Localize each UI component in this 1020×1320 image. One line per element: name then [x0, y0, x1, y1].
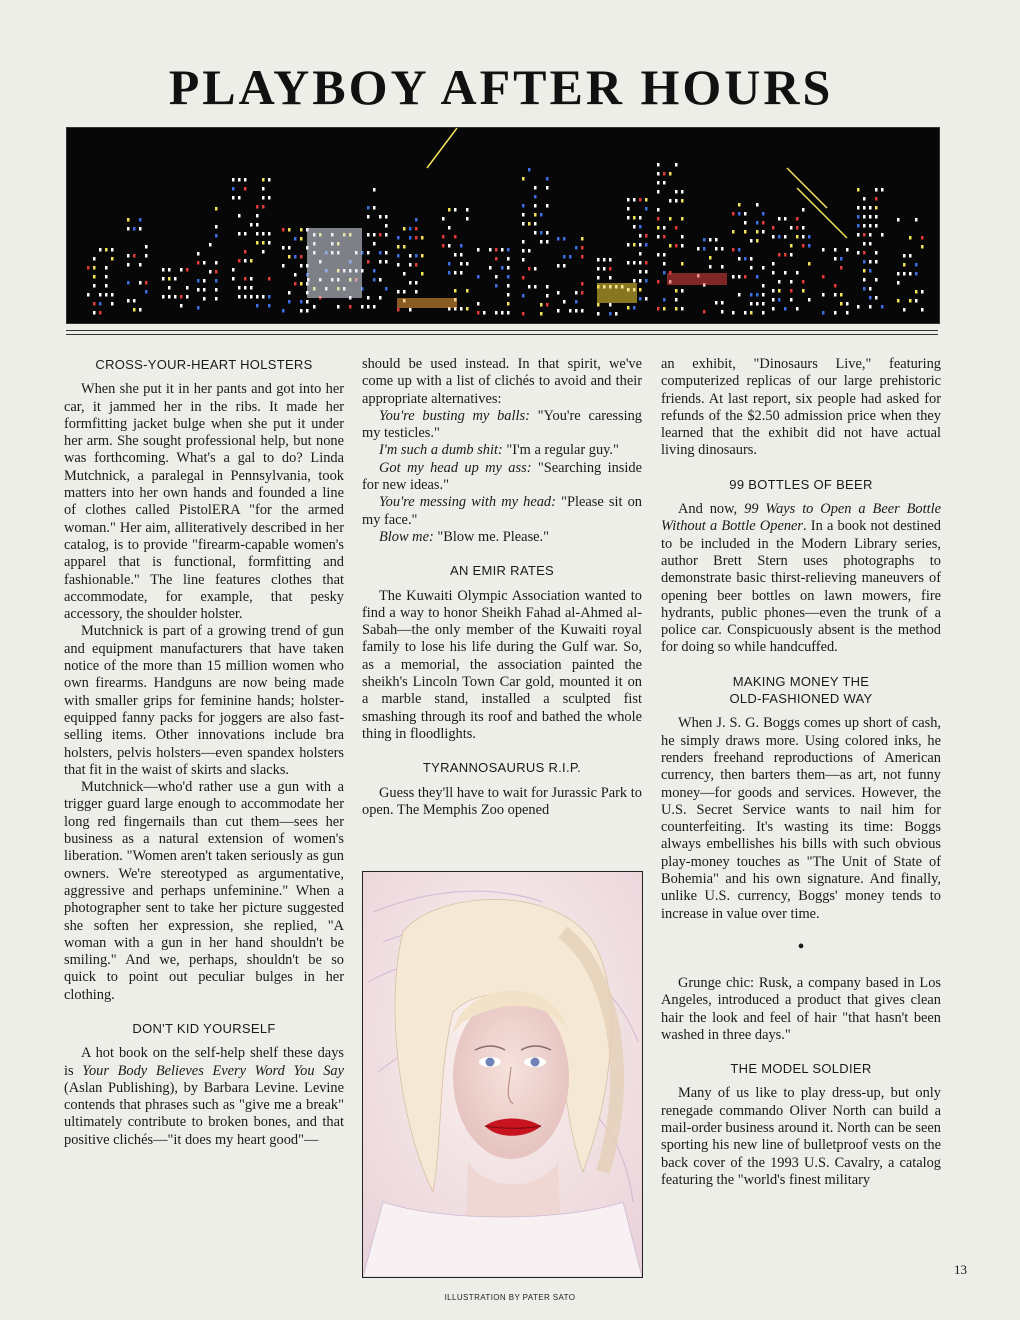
divider: [66, 330, 938, 331]
section-heading-beer: 99 BOTTLES OF BEER: [729, 476, 873, 492]
cliche-item: I'm such a dumb shit: "I'm a regular guy.": [379, 442, 619, 459]
divider: [66, 334, 938, 335]
section-divider-bullet: •: [797, 935, 805, 958]
article-paragraph: The Kuwaiti Olympic Association wanted to find a way to honor Sheikh Fahad al-Ahmed al-Sabah—the only member of the Kuwaiti royal family to lose his life during the Gulf war. So, as a memorial, the association painted the sheikh's Lincoln Town Car gold, mounted it on a marble stand, installed a sculpted fist smashing through its roof and bathed the whole thing in floodlights.: [362, 587, 642, 742]
cliche-item: Blow me: "Blow me. Please.": [379, 528, 550, 545]
section-heading-emir: AN EMIR RATES: [449, 563, 555, 579]
article-paragraph: Grunge chic: Rusk, a company based in Los Angeles, introduced a product that gives clean hair the look and feel of hair "that hasn't been washed in three days.": [661, 974, 941, 1043]
article-paragraph: When J. S. G. Boggs comes up short of cash, he simply draws more. Using colored inks, he renders freehand reproductions of American currency, then barters them—as art, not funny money—for goods and services. However, the U.S. Secret Service wants to nail him for counterfeiting. It's wasting its time: Boggs always embellishes his bills with such obvious play-money touches as "The Unit of State of Bohemia" and his own signature. And finally, unlike U.S. currency, Boggs' money tends to increase in value over time.: [661, 715, 941, 922]
article-paragraph: an exhibit, "Dinosaurs Live," featuring computerized replicas of our large prehistoric friends. At last report, six people had asked for refunds of the $2.50 admission price when they learned that the exhibit did not have actual living dinosaurs.: [661, 356, 941, 459]
book-title: 99 Ways to Open a Beer Bottle Without a Bottle Opener: [661, 501, 941, 535]
cliche-item: You're busting my balls: "You're caressing my testicles.": [362, 407, 642, 442]
article-paragraph: Guess they'll have to wait for Jurassic Park to open. The Memphis Zoo opened: [362, 784, 642, 818]
article-paragraph: Mutchnick is part of a growing trend of gun and equipment manufacturers that have taken notice of the more than 15 million women who own firearms. Handguns are now being made with smaller grips for feminine hands; holster-equipped fanny packs for joggers are also fast-selling items. Other innovations include bra holsters, pelvis holsters—even spandex holsters that fit in the waist of skirts and slacks.: [64, 623, 344, 778]
article-paragraph: should be used instead. In that spirit, we've come up with a list of clichés to avoid and their appropriate alternatives:: [362, 356, 642, 407]
city-skyline-illustration: [66, 127, 940, 324]
section-heading-money: MAKING MONEY THE OLD-FASHIONED WAY: [729, 673, 873, 707]
illustration-credit: ILLUSTRATION BY PATER SATO: [444, 1293, 576, 1302]
section-heading-soldier: THE MODEL SOLDIER: [730, 1061, 872, 1077]
article-paragraph: Many of us like to play dress-up, but only renegade commando Oliver North can build a mail-order business around it. North can be seen sporting his new line of bulletproof vests on the back cover of the 1993 U.S. Cavalry, a catalog featuring the "world's finest military: [661, 1085, 941, 1188]
section-heading-holsters: CROSS-YOUR-HEART HOLSTERS: [95, 357, 313, 372]
cliche-item: Got my head up my ass: "Searching inside for new ideas.": [362, 459, 642, 494]
article-paragraph: When she put it in her pants and got into her car, it jammed her in the ribs. It made her formfitting jacket bulge when she put it under her arm. She sought professional help, but none was forthcoming. What's a gal to do? Linda Mutchnick, a paralegal in Pennsylvania, took matters into her own hands and founded a line of clothes called PistolERA "for the armed woman." Her aim, alliteratively described in her catalog, is to provide "firearm-capable women's apparel that is functional, formfitting and fashionable." The line features clothes that accommodate, for example, that pesky accessory, the shoulder holster.: [64, 381, 344, 623]
portrait-illustration: [362, 871, 643, 1278]
section-heading-kid: DON'T KID YOURSELF: [132, 1020, 276, 1036]
column-middle: [362, 356, 642, 819]
book-title: Your Body Believes Every Word You Say: [82, 1062, 344, 1079]
column-right: [661, 356, 941, 1189]
cliche-item: You're messing with my head: "Please sit on my face.": [362, 494, 643, 528]
article-paragraph: Mutchnick—who'd rather use a gun with a trigger guard large enough to accommodate her long red fingernails than cut them—sees her business as a natural extension of women's liberation. "Women aren't taken seriously as gun owners. We're stereotyped as argumentative, aggressive and perhaps unfeminine." When a photographer sent to take her picture suggested she soften her expression, she replied, "A woman with a gun in her hand shouldn't be smiling." And we, perhaps, shouldn't be so quick to point out peculiar bulges in her clothing.: [64, 779, 344, 1003]
page-title: PLAYBOY AFTER HOURS: [168, 59, 834, 115]
article-paragraph: A hot book on the self-help shelf these days is Your Body Believes Every Word You Say (Aslan Publishing), by Barbara Levine. Levine contends that phrases such as "give me a break" ultimately contribute to broken bones, and that positive clichés—"it does my heart good"—: [64, 1045, 344, 1148]
article-paragraph: And now, 99 Ways to Open a Beer Bottle Without a Bottle Opener. In a book not destined to be included in the Modern Library series, author Brett Stern uses photographs to demonstrate basic thirst-relieving maneuvers of opening beer bottles on lawn mowers, fire hydrants, public phones—even the trunk of a police car. Conspicuously absent is the method for doing so while handcuffed.: [661, 501, 941, 656]
column-left: [64, 356, 344, 1149]
section-heading-trex: TYRANNOSAURUS R.I.P.: [422, 760, 582, 776]
cliche-list: [362, 408, 642, 546]
page-number: 13: [954, 1262, 967, 1277]
